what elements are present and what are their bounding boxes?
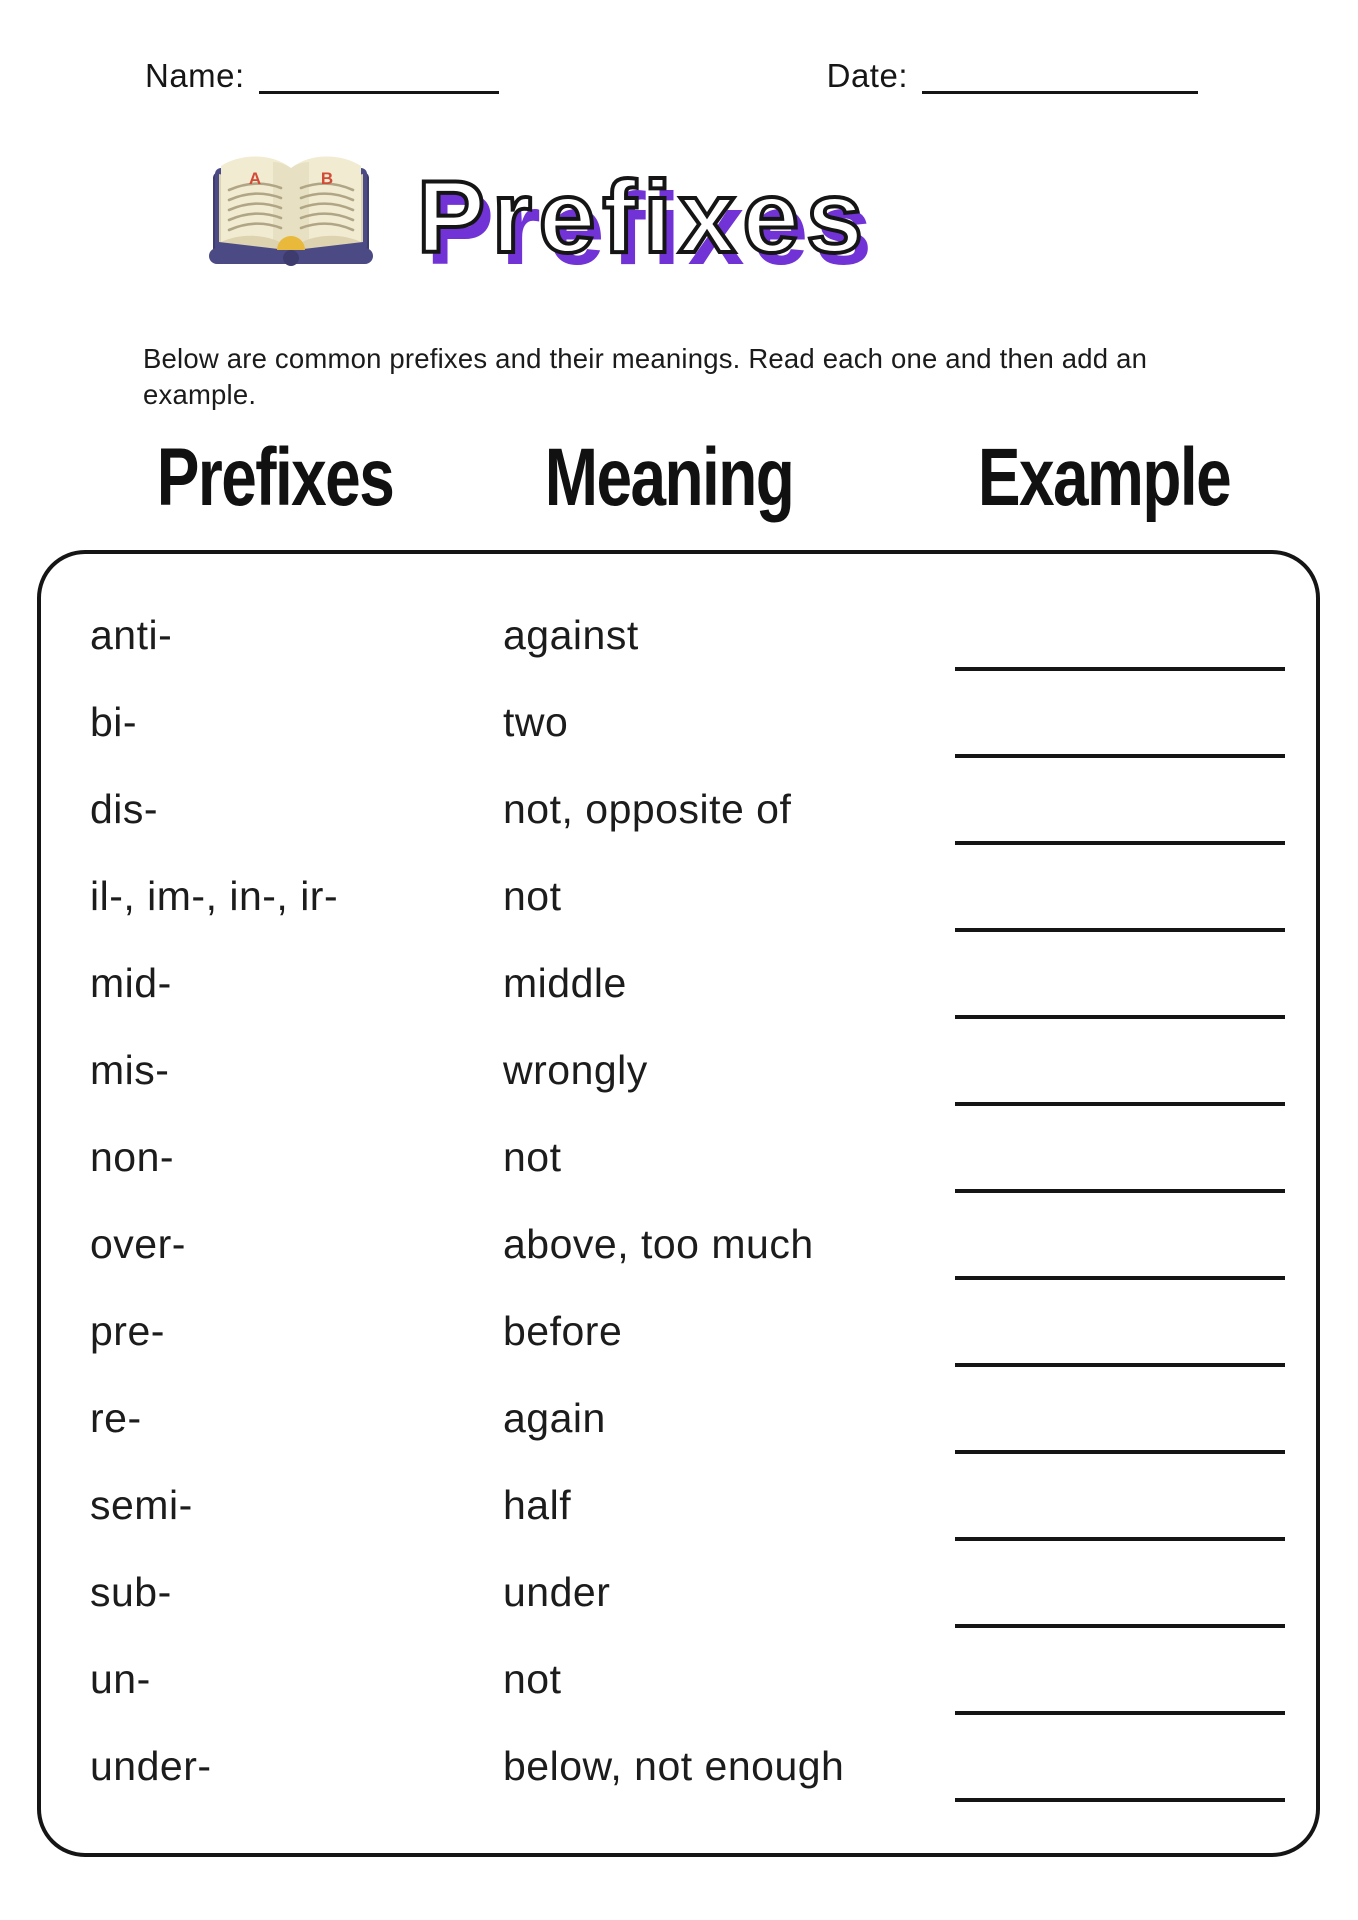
example-blank-line[interactable]	[955, 754, 1285, 758]
table-row	[41, 679, 1316, 766]
prefix-cell: semi-	[90, 1482, 193, 1528]
table-row	[41, 1027, 1316, 1114]
example-blank-line[interactable]	[955, 667, 1285, 671]
example-blank-line[interactable]	[955, 1624, 1285, 1628]
table-row	[41, 1114, 1316, 1201]
meaning-cell: half	[503, 1482, 572, 1528]
table-row	[41, 1549, 1316, 1636]
meaning-cell: wrongly	[503, 1047, 648, 1093]
table-row	[41, 853, 1316, 940]
book-letter-b: B	[320, 169, 334, 188]
table-row	[41, 1636, 1316, 1723]
name-group	[145, 57, 499, 95]
example-blank-line[interactable]	[955, 1015, 1285, 1019]
meaning-cell: not	[503, 873, 562, 919]
table-row	[41, 1462, 1316, 1549]
name-date-row	[145, 57, 1198, 95]
example-blank-line[interactable]	[955, 841, 1285, 845]
example-blank-line[interactable]	[955, 1102, 1285, 1106]
book-letter-a: A	[248, 169, 262, 188]
example-cell	[955, 679, 1316, 766]
prefix-cell: bi-	[90, 699, 138, 745]
table-row	[41, 940, 1316, 1027]
prefix-cell: under-	[90, 1743, 212, 1789]
prefix-cell: dis-	[90, 786, 159, 832]
meaning-cell: middle	[503, 960, 627, 1006]
prefix-cell: mis-	[90, 1047, 170, 1093]
worksheet-table	[37, 550, 1320, 1857]
meaning-cell: again	[503, 1395, 606, 1441]
example-cell	[955, 1114, 1316, 1201]
table-row	[41, 766, 1316, 853]
example-blank-line[interactable]	[955, 1363, 1285, 1367]
meaning-cell: two	[503, 699, 569, 745]
example-cell	[955, 592, 1316, 679]
name-label: Name:	[145, 57, 245, 94]
table-row	[41, 1201, 1316, 1288]
date-group	[827, 57, 1198, 95]
table-row	[41, 1723, 1316, 1810]
example-blank-line[interactable]	[955, 1798, 1285, 1802]
column-header-example: Example	[977, 432, 1231, 523]
example-blank-line[interactable]	[955, 1711, 1285, 1715]
example-cell	[955, 1549, 1316, 1636]
name-blank-line[interactable]	[259, 91, 499, 94]
prefix-cell: over-	[90, 1221, 186, 1267]
prefix-cell: re-	[90, 1395, 142, 1441]
table-row	[41, 1288, 1316, 1375]
example-cell	[955, 1375, 1316, 1462]
table-row	[41, 1375, 1316, 1462]
column-header-prefixes: Prefixes	[156, 432, 394, 523]
meaning-cell: not	[503, 1656, 562, 1702]
example-cell	[955, 1723, 1316, 1810]
example-blank-line[interactable]	[955, 1537, 1285, 1541]
prefix-cell: pre-	[90, 1308, 165, 1354]
prefix-cell: anti-	[90, 612, 173, 658]
example-blank-line[interactable]	[955, 928, 1285, 932]
prefix-cell: un-	[90, 1656, 151, 1702]
open-book-icon	[205, 150, 377, 278]
meaning-cell: before	[503, 1308, 623, 1354]
page-title: Prefixes	[417, 160, 870, 274]
meaning-cell: above, too much	[503, 1221, 814, 1267]
example-blank-line[interactable]	[955, 1189, 1285, 1193]
meaning-cell: not	[503, 1134, 562, 1180]
date-blank-line[interactable]	[922, 91, 1198, 94]
prefix-cell: il-, im-, in-, ir-	[90, 873, 339, 919]
meaning-cell: under	[503, 1569, 611, 1615]
example-cell	[955, 1027, 1316, 1114]
example-cell	[955, 1636, 1316, 1723]
example-cell	[955, 766, 1316, 853]
meaning-cell: not, opposite of	[503, 786, 792, 832]
example-blank-line[interactable]	[955, 1450, 1285, 1454]
column-headers	[0, 432, 1358, 523]
example-cell	[955, 1201, 1316, 1288]
example-cell	[955, 1462, 1316, 1549]
example-cell	[955, 853, 1316, 940]
meaning-cell: against	[503, 612, 639, 658]
prefix-cell: non-	[90, 1134, 175, 1180]
intro-text: Below are common prefixes and their meanings. Read each one and then add an example.	[143, 342, 1148, 411]
prefix-cell: mid-	[90, 960, 172, 1006]
example-cell	[955, 1288, 1316, 1375]
column-header-meaning: Meaning	[544, 432, 794, 523]
example-cell	[955, 940, 1316, 1027]
table-rows	[41, 592, 1316, 1810]
date-label: Date:	[826, 57, 908, 94]
title-block	[205, 150, 870, 278]
table-row	[41, 592, 1316, 679]
meaning-cell: below, not enough	[503, 1743, 845, 1789]
prefix-cell: sub-	[90, 1569, 172, 1615]
example-blank-line[interactable]	[955, 1276, 1285, 1280]
